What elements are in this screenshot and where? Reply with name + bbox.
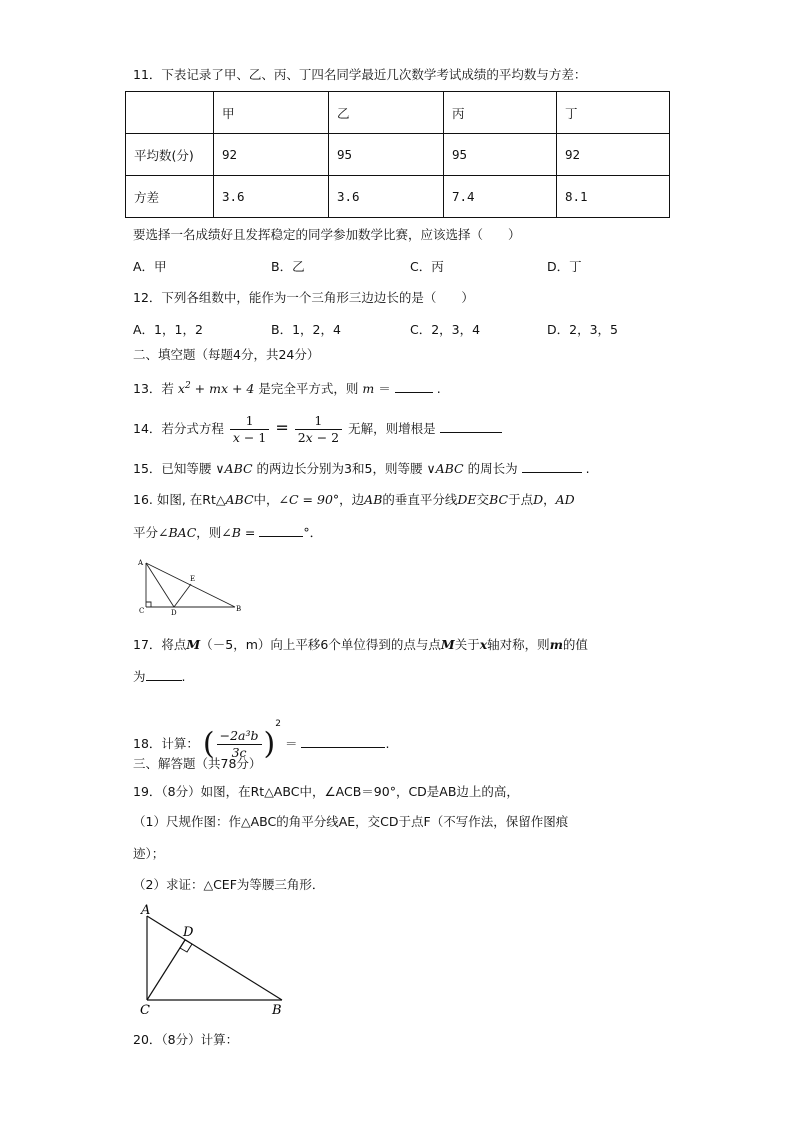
- q17-text: 17．将点: [133, 637, 187, 652]
- table-cell: 8.1: [557, 176, 670, 218]
- q11-stem: 11．下表记录了甲、乙、丙、丁四名同学最近几次数学考试成绩的平均数与方差：: [133, 67, 587, 82]
- q12-option-b: B．1，2，4: [271, 322, 341, 337]
- q16-figure: [133, 555, 243, 617]
- section-3-heading: 三、解答题（共78分）: [133, 756, 262, 771]
- q18-prefix: 18．计算：: [133, 736, 199, 751]
- q15-dot: .: [585, 461, 590, 476]
- q16-text: 16. 如图, 在Rt△: [133, 492, 226, 507]
- table-header-cell: 丁: [557, 92, 670, 134]
- q19-line-4: （2）求证：△CEF为等腰三角形．: [133, 877, 325, 892]
- table-cell: 3.6: [214, 176, 329, 218]
- q15-triangle-2: ∨ABC: [426, 461, 464, 476]
- q11-option-d: D．丁: [547, 259, 582, 274]
- q17-text: 的值: [562, 637, 588, 652]
- q17-m: M: [186, 637, 201, 652]
- q13-var: m: [362, 381, 375, 397]
- q16-line-1: [133, 491, 575, 509]
- q19-figure: [136, 902, 296, 1020]
- q19-label: D: [183, 925, 194, 940]
- q17-coord: （－5，m）: [200, 637, 271, 652]
- table-cell: 方差: [126, 176, 214, 218]
- q16-text: 平分: [133, 525, 159, 540]
- q13-prefix: 13．若: [133, 381, 174, 397]
- q14-fraction-left: $\frac{1}{x - 1}$: [230, 413, 269, 446]
- q16-text: ，边: [339, 492, 365, 507]
- q12-stem: 12．下列各组数中，能作为一个三角形三边边长的是（ ）: [133, 290, 474, 305]
- q16-angle-c: ∠C = 90°: [278, 492, 340, 507]
- table-header-cell: 乙: [329, 92, 444, 134]
- table-header-row: [126, 92, 670, 134]
- q13-end: .: [436, 381, 441, 397]
- q16-label: D: [171, 609, 177, 617]
- q14-fraction-right: $\frac{1}{2x - 2}$: [295, 413, 342, 446]
- table-cell: 92: [557, 134, 670, 176]
- q17-line-2: [133, 667, 186, 686]
- q16-answer-blank[interactable]: [259, 523, 303, 537]
- q16-bc: BC: [489, 492, 509, 507]
- q11-option-c: C．丙: [410, 259, 444, 274]
- q13-eq: ＝: [378, 381, 391, 397]
- q18-eq: ＝: [284, 736, 298, 751]
- q16-ad: AD: [555, 492, 575, 507]
- table-cell: 平均数(分): [126, 134, 214, 176]
- q16-ab: AB: [364, 492, 383, 507]
- q17-m: M: [440, 637, 455, 652]
- table-cell: 92: [214, 134, 329, 176]
- q17-text: 为: [133, 669, 146, 684]
- table-header-cell: 甲: [214, 92, 329, 134]
- q18-power: 2: [275, 719, 281, 729]
- q16-label: C: [139, 607, 145, 615]
- q17-x: x: [479, 637, 488, 652]
- q16-text: °．: [303, 525, 323, 540]
- q18-denominator: 3c: [231, 745, 247, 760]
- q19-line-2: （1）尺规作图：作△ABC的角平分线AE，交CD于点F（不写作法，保留作图痕: [133, 814, 569, 829]
- q15-end: 的周长为: [467, 461, 518, 476]
- q15-mid: 的两边长分别为3和5，则等腰: [256, 461, 423, 476]
- table-row: [126, 134, 670, 176]
- q12-option-a: A．1，1，2: [133, 322, 203, 337]
- q17-text: 向上平移6个单位得到的点与点: [270, 637, 441, 652]
- q13-suffix: 是完全平方式，则: [258, 381, 359, 397]
- q11-option-a: A．甲: [133, 259, 167, 274]
- q19-label: C: [140, 1003, 150, 1018]
- q19-line-3: 迹）；: [133, 846, 165, 861]
- q16-d: D: [533, 492, 544, 507]
- table-cell: 3.6: [329, 176, 444, 218]
- q16-text: 的垂直平分线: [382, 492, 458, 507]
- q19-label: B: [272, 1003, 282, 1018]
- q13-line: [133, 377, 441, 398]
- q16-text: 交: [476, 492, 490, 507]
- q16-de: DE: [457, 492, 477, 507]
- score-table: [125, 91, 670, 218]
- q19-line-1: 19．（8分）如图，在Rt△ABC中，∠ACB＝90°，CD是AB边上的高，: [133, 784, 519, 799]
- q16-label: A: [138, 559, 144, 567]
- q15-answer-blank[interactable]: [522, 459, 582, 473]
- q16-label: E: [190, 575, 196, 583]
- q12-option-c: C．2，3，4: [410, 322, 481, 337]
- q13-expression: $x^2$ + mx + 4: [177, 381, 255, 397]
- q17-answer-blank[interactable]: [146, 667, 182, 681]
- section-2-heading: 二、填空题（每题4分，共24分）: [133, 347, 320, 362]
- q16-angle-bac: ∠BAC: [158, 525, 197, 540]
- q15-line: [133, 459, 590, 478]
- q18-line: 18．计算： ( $\frac{\text{−2a³b}}{3c}$ )$^2$ ＝ .: [133, 719, 390, 762]
- table-row: [126, 176, 670, 218]
- q20-line: 20．（8分）计算：: [133, 1032, 239, 1047]
- q18-numerator: −2a³b: [217, 728, 262, 745]
- q15-triangle: ∨ABC: [215, 461, 253, 476]
- q18-dot: .: [385, 736, 390, 751]
- q11-question: 要选择一名成绩好且发挥稳定的同学参加数学比赛，应该选择（ ）: [133, 227, 521, 242]
- q14-prefix: 14．若分式方程: [133, 421, 224, 436]
- table-cell: 95: [444, 134, 557, 176]
- q17-m-lower: m: [549, 637, 563, 652]
- q16-text: 中，: [253, 492, 279, 507]
- q14-line: [133, 409, 502, 448]
- q18-answer-blank[interactable]: [301, 734, 385, 748]
- q14-suffix: 无解，则增根是: [348, 421, 436, 436]
- q16-line-2: [133, 523, 322, 542]
- q11-option-b: B．乙: [271, 259, 305, 274]
- q17-line-1: [133, 636, 588, 654]
- q16-label: B: [236, 605, 242, 613]
- q12-option-d: D．2，3，5: [547, 322, 618, 337]
- q16-abc: ABC: [225, 492, 254, 507]
- q17-text: 轴对称，则: [487, 637, 550, 652]
- table-cell: 95: [329, 134, 444, 176]
- q16-angle-b: ∠B =: [221, 525, 256, 540]
- q14-answer-blank[interactable]: [440, 419, 502, 433]
- q17-text: 关于: [454, 637, 480, 652]
- q15-text: 15．已知等腰: [133, 461, 212, 476]
- q17-text: .: [181, 669, 186, 684]
- q16-text: ，则: [196, 525, 222, 540]
- q19-label: A: [141, 903, 151, 918]
- q16-text: 于点: [508, 492, 534, 507]
- q13-answer-blank[interactable]: [395, 379, 433, 393]
- q14-equals: =: [275, 418, 289, 437]
- table-header-cell: 丙: [444, 92, 557, 134]
- table-cell: 7.4: [444, 176, 557, 218]
- q16-text: ，: [543, 492, 556, 507]
- table-header-cell: [126, 92, 214, 134]
